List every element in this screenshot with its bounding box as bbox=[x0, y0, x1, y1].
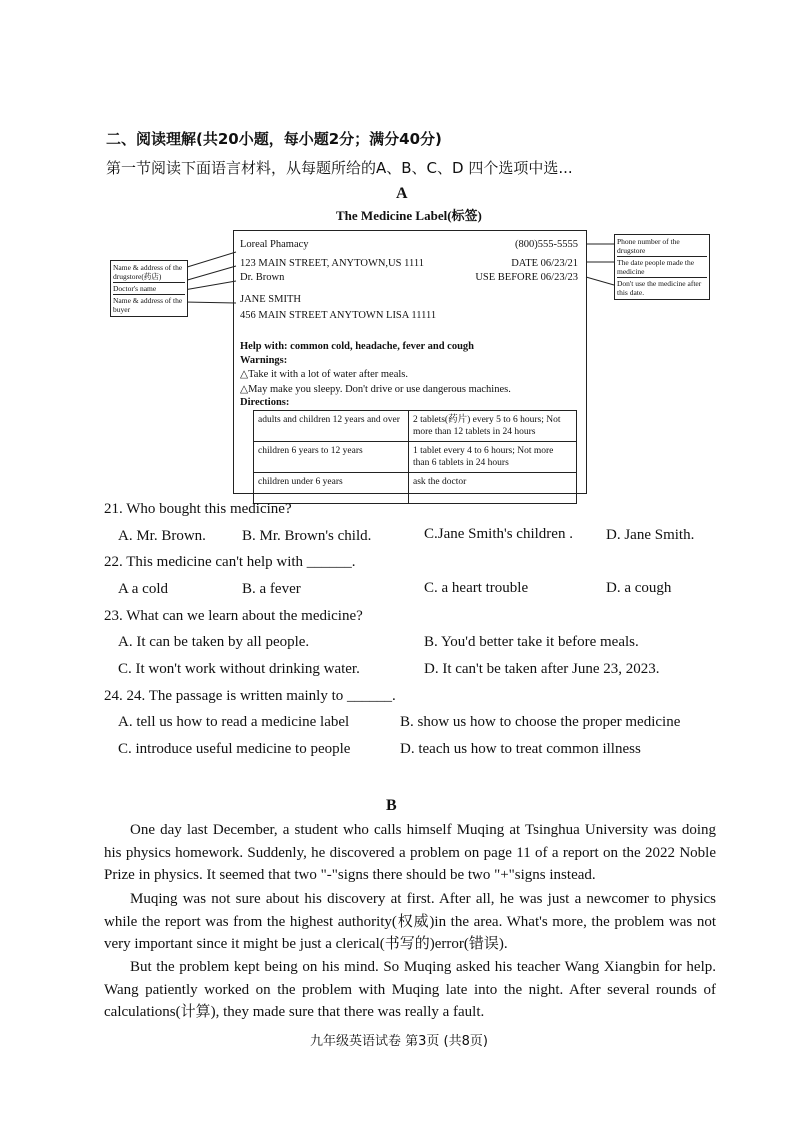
question-21-option-c[interactable]: C.Jane Smith's children . bbox=[424, 526, 573, 542]
question-24-option-d[interactable]: D. teach us how to treat common illness bbox=[400, 741, 641, 757]
question-22-option-b[interactable]: B. a fever bbox=[242, 581, 301, 597]
question-21-option-b[interactable]: B. Mr. Brown's child. bbox=[242, 528, 372, 544]
medicine-label-title: The Medicine Label(标签) bbox=[336, 208, 482, 223]
table-row bbox=[254, 473, 577, 504]
directions-who: adults and children 12 years and over bbox=[254, 411, 409, 442]
label-patient-address: 456 MAIN STREET ANYTOWN LISA 11111 bbox=[240, 310, 437, 321]
right-annotations bbox=[614, 234, 710, 300]
question-24-option-a[interactable]: A. tell us how to read a medicine label bbox=[118, 714, 350, 730]
label-warning-1: △Take it with a lot of water after meals. bbox=[240, 369, 408, 380]
label-use-before: USE BEFORE 06/23/23 bbox=[475, 272, 578, 283]
question-21-stem: 21. Who bought this medicine? bbox=[104, 501, 292, 517]
label-date: DATE 06/23/21 bbox=[511, 258, 578, 269]
question-22-option-d[interactable]: D. a cough bbox=[606, 580, 672, 596]
label-address: 123 MAIN STREET, ANYTOWN,US 1111 bbox=[240, 258, 424, 269]
directions-dose: 2 tablets(药片) every 5 to 6 hours; Not more than 12 tablets in 24 hours bbox=[409, 411, 577, 442]
annotation-drugstore: Name & address of the drugstore(药店) bbox=[113, 262, 185, 283]
passage-a-letter: A bbox=[396, 185, 408, 202]
directions-who: children 6 years to 12 years bbox=[254, 442, 409, 473]
question-24-option-b[interactable]: B. show us how to choose the proper medicine bbox=[400, 714, 681, 730]
passage-b-paragraph-2: Muqing was not sure about his discovery at first. After all, he was just a newcomer to physics while the report was from the highest authority(权威)in the area. What's more, the problem was not very important since it might be just a clerical(书写的)error(错误). bbox=[104, 891, 716, 952]
annotation-doctor: Doctor's name bbox=[113, 283, 185, 295]
label-pharmacy: Loreal Phamacy bbox=[240, 239, 309, 250]
question-23-option-d[interactable]: D. It can't be taken after June 23, 2023. bbox=[424, 661, 660, 677]
question-21-option-d[interactable]: D. Jane Smith. bbox=[606, 527, 695, 543]
question-23-option-a[interactable]: A. It can be taken by all people. bbox=[118, 634, 310, 650]
page-footer: 九年级英语试卷 第3页 (共8页) bbox=[310, 1034, 488, 1049]
question-23-option-c[interactable]: C. It won't work without drinking water. bbox=[118, 661, 360, 677]
question-24-stem: 24. 24. The passage is written mainly to ______. bbox=[104, 688, 396, 704]
directions-who: children under 6 years bbox=[254, 473, 409, 504]
directions-dose: ask the doctor bbox=[409, 473, 577, 504]
question-22-stem: 22. This medicine can't help with ______. bbox=[104, 554, 356, 570]
label-doctor: Dr. Brown bbox=[240, 272, 285, 283]
label-patient-name: JANE SMITH bbox=[240, 294, 301, 305]
directions-table bbox=[253, 410, 577, 504]
table-row bbox=[254, 442, 577, 473]
passage-b-paragraph-1: One day last December, a student who calls himself Muqing at Tsinghua University was doing his physics homework. Suddenly, he discovered a problem on page 11 of a report on the 2022 Noble Prize in physics. It seemed that two "-"signs there should be two "+"signs instead. bbox=[104, 822, 716, 883]
annotation-phone: Phone number of the drugstore bbox=[617, 236, 707, 257]
annotation-use-before: Don't use the medicine after this date. bbox=[617, 279, 702, 297]
annotation-buyer: Name & address of the buyer bbox=[113, 296, 183, 314]
left-annotations bbox=[110, 260, 188, 317]
label-warning-2: △May make you sleepy. Don't drive or use dangerous machines. bbox=[240, 384, 511, 395]
question-21-option-a[interactable]: A. Mr. Brown. bbox=[118, 528, 206, 544]
section-instruction: 第一节阅读下面语言材料，从每题所给的A、B、C、D 四个选项中选... bbox=[106, 159, 573, 177]
directions-dose: 1 tablet every 4 to 6 hours; Not more than 6 tablets in 24 hours bbox=[409, 442, 577, 473]
passage-b-paragraph-3: But the problem kept being on his mind. So Muqing asked his teacher Wang Xiangbin for help. Wang patiently worked on the problem with Muqing late into the night. After several rounds of calculations(计算), they made sure that there was really a fault. bbox=[104, 959, 716, 1020]
label-phone: (800)555-5555 bbox=[515, 239, 578, 250]
label-help-with: Help with: common cold, headache, fever and cough bbox=[240, 341, 475, 352]
label-directions-heading: Directions: bbox=[240, 397, 290, 408]
section-heading: 二、阅读理解(共20小题，每小题2分；满分40分) bbox=[106, 130, 442, 148]
question-23-option-b[interactable]: B. You'd better take it before meals. bbox=[424, 634, 639, 650]
passage-b-letter: B bbox=[386, 797, 397, 814]
question-23-stem: 23. What can we learn about the medicine? bbox=[104, 608, 363, 624]
question-22-option-c[interactable]: C. a heart trouble bbox=[424, 580, 529, 596]
label-warnings-heading: Warnings: bbox=[240, 355, 288, 366]
question-22-option-a[interactable]: A a cold bbox=[118, 581, 168, 597]
table-row bbox=[254, 411, 577, 442]
annotation-date: The date people made the medicine bbox=[617, 257, 707, 278]
question-24-option-c[interactable]: C. introduce useful medicine to people bbox=[118, 741, 351, 757]
